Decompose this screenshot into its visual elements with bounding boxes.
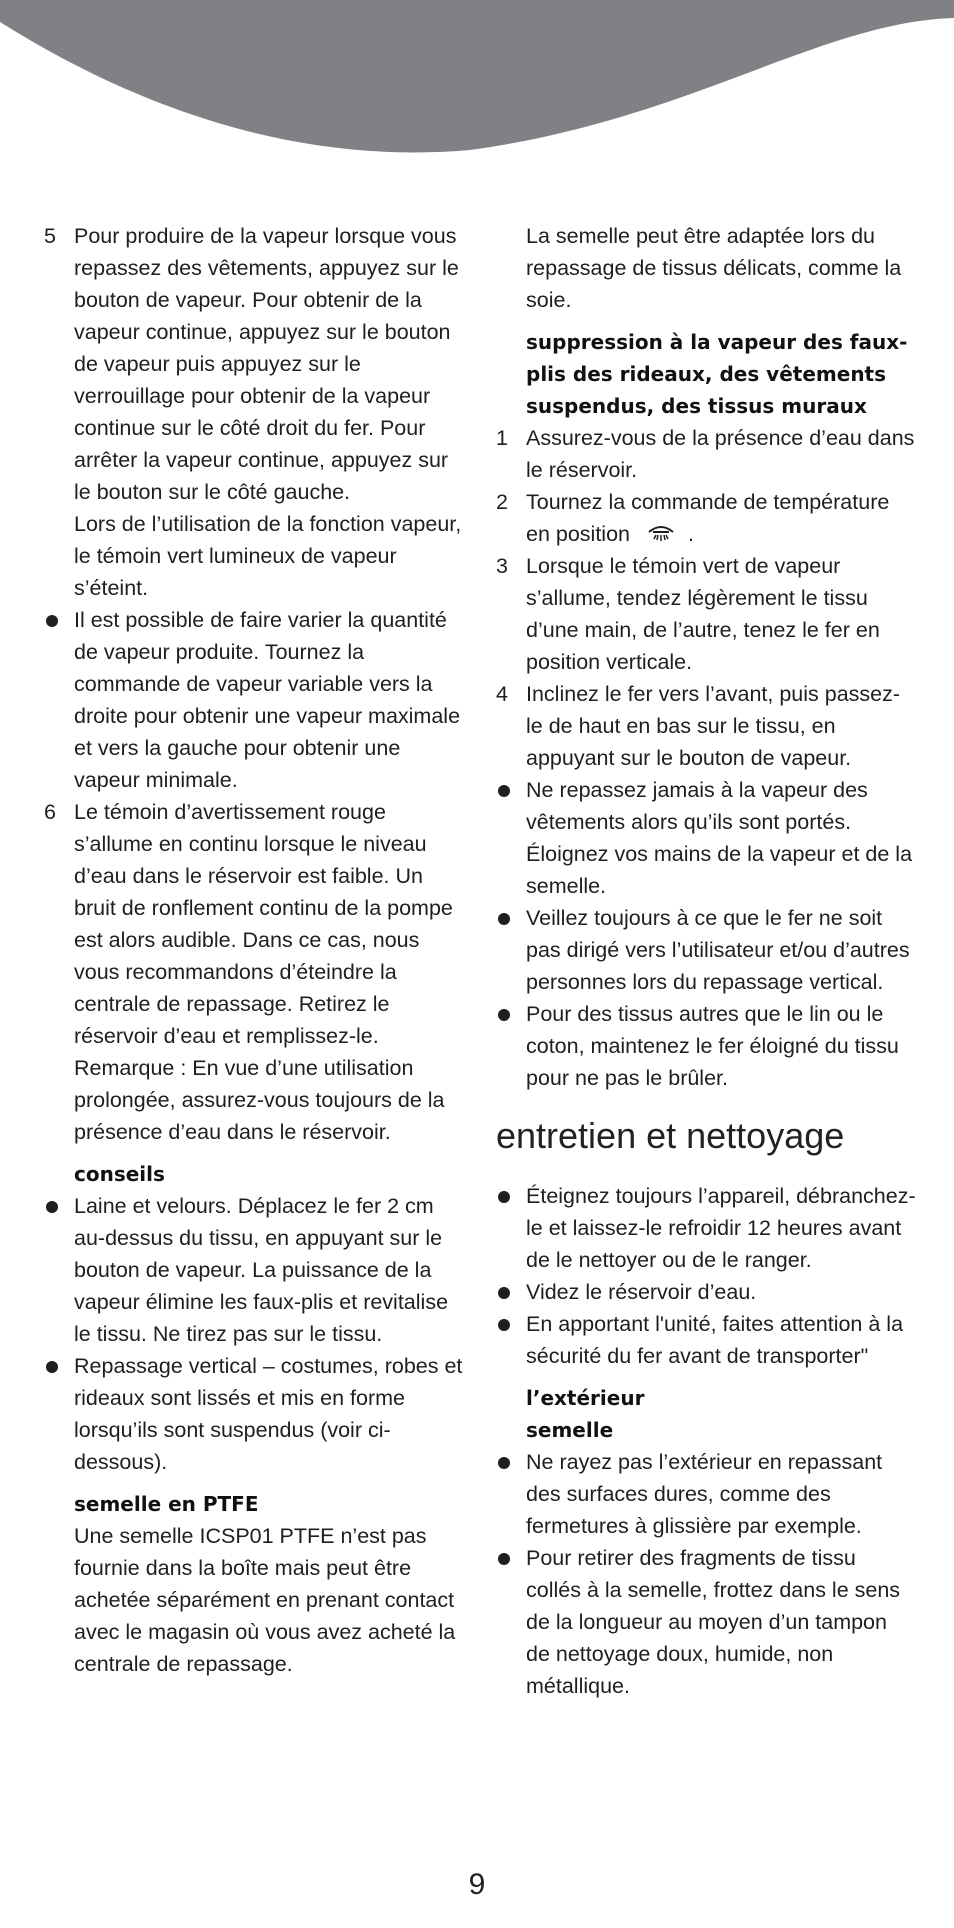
ptfe-text: Une semelle ICSP01 PTFE n’est pas fournie dans la boîte mais peut être achetée séparément en prenant contact avec le magasin où vous avez acheté la centrale de repassage. <box>74 1524 456 1676</box>
vertical-step <box>496 422 916 486</box>
bullet-icon <box>498 1009 510 1021</box>
step-6-note: Remarque : En vue d’une utilisation prolongée, assurez-vous toujours de la présence d’eau dans le réservoir. <box>74 1056 445 1144</box>
page-number: 9 <box>468 1868 486 1901</box>
tip-item <box>44 1190 464 1350</box>
step-number: 5 <box>44 224 56 248</box>
bullet-text: Il est possible de faire varier la quantité de vapeur produite. Tournez la commande de vapeur variable vers la droite pour obtenir une vapeur maximale et vers la gauche pour obtenir une vapeur minimale. <box>74 608 461 792</box>
step-text: Pour produire de la vapeur lorsque vous repassez des vêtements, appuyez sur le bouton de vapeur. Pour obtenir de la vapeur continue, appuyez sur le bouton de vapeur puis appuyez sur le verrouillage pour obtenir de la vapeur continue sur le côté droit du fer. Pour arrêter la vapeur continue, appuyez sur le bouton sur le côté gauche. <box>74 224 459 504</box>
vertical-step <box>496 486 916 550</box>
vertical-steam-heading: suppression à la vapeur des faux-plis des rideaux, des vêtements suspendus, des tissus muraux <box>526 330 908 418</box>
step-number: 1 <box>496 426 508 450</box>
tip-item <box>44 1350 464 1478</box>
step-text: Tournez la commande de température en position <box>526 490 890 546</box>
bullet-icon <box>498 1287 510 1299</box>
vertical-step <box>496 550 916 678</box>
bullet-icon <box>498 1319 510 1331</box>
care-text: En apportant l'unité, faites attention à la sécurité du fer avant de transporter" <box>526 1312 904 1368</box>
tip-text: Repassage vertical – costumes, robes et rideaux sont lissés et mis en forme lorsqu’ils sont suspendus (voir ci-dessous). <box>74 1354 463 1474</box>
tip-text: Laine et velours. Déplacez le fer 2 cm au-dessus du tissu, en appuyant sur le bouton de vapeur. La puissance de la vapeur élimine les faux-plis et revitalise le tissu. Ne tirez pas sur le tissu. <box>74 1194 449 1346</box>
step-text: Inclinez le fer vers l’avant, puis passez-le de haut en bas sur le tissu, en appuyant sur le bouton de vapeur. <box>526 682 901 770</box>
soleplate-text: Pour retirer des fragments de tissu collés à la semelle, frottez dans le sens de la longueur au moyen d’un tampon de nettoyage doux, humide, non métallique. <box>526 1546 901 1698</box>
bullet-icon <box>498 785 510 797</box>
soleplate-item <box>496 1446 916 1542</box>
bullet-icon <box>498 1553 510 1565</box>
step-number: 2 <box>496 490 508 514</box>
step-6 <box>44 796 464 1052</box>
warning-text: Ne repassez jamais à la vapeur des vêtements alors qu’ils sont portés. Éloignez vos mains de la vapeur et de la semelle. <box>526 778 913 898</box>
warning-text: Pour des tissus autres que le lin ou le coton, maintenez le fer éloigné du tissu pour ne pas le brûler. <box>526 1002 899 1090</box>
step-5 <box>44 220 464 508</box>
step-number: 3 <box>496 554 508 578</box>
vertical-step <box>496 678 916 774</box>
care-item <box>496 1276 916 1308</box>
step-text: Assurez-vous de la présence d’eau dans le réservoir. <box>526 426 915 482</box>
step-text: Le témoin d’avertissement rouge s’allume en continu lorsque le niveau d’eau dans le réservoir est faible. Un bruit de ronflement continu de la pompe est alors audible. Dans ce cas, nous vous recommandons d’éteindre la centrale de repassage. Retirez le réservoir d’eau et remplissez-le. <box>74 800 453 1048</box>
steam-setting-icon <box>646 521 676 545</box>
ptfe-heading: semelle en PTFE <box>74 1492 259 1516</box>
bullet-icon <box>46 1201 58 1213</box>
warning-item <box>496 998 916 1094</box>
tips-heading: conseils <box>74 1162 165 1186</box>
soleplate-heading: semelle <box>526 1418 614 1442</box>
bullet-icon <box>498 1191 510 1203</box>
warning-item <box>496 902 916 998</box>
bullet-steam-amount <box>44 604 464 796</box>
bullet-icon <box>498 913 510 925</box>
step-5-note: Lors de l’utilisation de la fonction vapeur, le témoin vert lumineux de vapeur s’éteint. <box>74 512 462 600</box>
step-number: 4 <box>496 682 508 706</box>
step-number: 6 <box>44 800 56 824</box>
care-section-title: entretien et nettoyage <box>496 1115 845 1156</box>
care-item <box>496 1308 916 1372</box>
care-item <box>496 1180 916 1276</box>
warning-text: Veillez toujours à ce que le fer ne soit pas dirigé vers l’utilisateur et/ou d’autres personnes lors du repassage vertical. <box>526 906 910 994</box>
bullet-icon <box>46 1361 58 1373</box>
header-wave-band <box>0 0 954 160</box>
bullet-icon <box>46 615 58 627</box>
warning-item <box>496 774 916 902</box>
soleplate-item <box>496 1542 916 1702</box>
soleplate-text: Ne rayez pas l’extérieur en repassant des surfaces dures, comme des fermetures à glissière par exemple. <box>526 1450 883 1538</box>
step-text: Lorsque le témoin vert de vapeur s’allume, tendez légèrement le tissu d’une main, de l’autre, tenez le fer en position verticale. <box>526 554 880 674</box>
bullet-icon <box>498 1457 510 1469</box>
exterior-heading: l’extérieur <box>526 1386 645 1410</box>
care-text: Videz le réservoir d’eau. <box>526 1280 757 1304</box>
right-column <box>496 220 916 1702</box>
care-text: Éteignez toujours l’appareil, débranchez-le et laissez-le refroidir 12 heures avant de le nettoyer ou de le ranger. <box>526 1184 916 1272</box>
step-suffix: . <box>687 522 694 546</box>
ptfe-continued: La semelle peut être adaptée lors du repassage de tissus délicats, comme la soie. <box>526 224 902 312</box>
left-column <box>44 220 464 1680</box>
